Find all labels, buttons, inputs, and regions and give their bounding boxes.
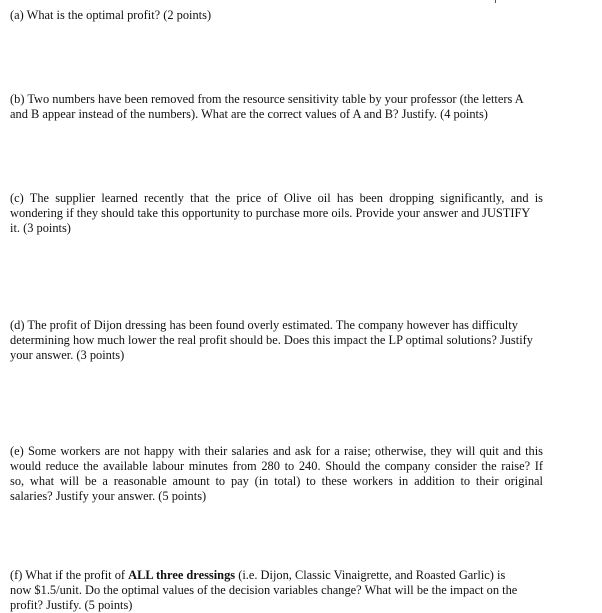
question-a bbox=[10, 8, 543, 23]
question-b bbox=[10, 92, 543, 122]
question-e-line-4: salaries? Justify your answer. (5 points) bbox=[10, 489, 207, 503]
question-e bbox=[10, 444, 543, 504]
question-f-line-1-end: (i.e. Dijon, Classic Vinaigrette, and Roasted Garlic) is bbox=[235, 568, 506, 582]
question-d bbox=[10, 318, 543, 363]
question-d-line-3: your answer. (3 points) bbox=[10, 348, 125, 362]
question-b-line-2: and B appear instead of the numbers). What are the correct values of A and B? Justify. (4 points) bbox=[10, 107, 488, 121]
question-b-line-1: (b) Two numbers have been removed from the resource sensitivity table by your professor (the letters A bbox=[10, 92, 524, 106]
question-e-line-1: (e) Some workers are not happy with their salaries and ask for a raise; otherwise, they will quit and this bbox=[10, 444, 543, 458]
question-e-line-2: would reduce the available labour minutes from 280 to 240. Should the company consider the raise? If bbox=[10, 459, 543, 473]
question-c-line-1: (c) The supplier learned recently that the price of Olive oil has been dropping significantly, and is bbox=[10, 191, 543, 205]
question-c-line-3: it. (3 points) bbox=[10, 221, 71, 235]
question-c bbox=[10, 191, 543, 236]
page-edge-mark bbox=[495, 0, 496, 3]
question-a-line-1: (a) What is the optimal profit? (2 points) bbox=[10, 8, 212, 22]
question-f-line-1-start: (f) What if the profit of bbox=[10, 568, 129, 582]
question-c-line-2: wondering if they should take this opportunity to purchase more oils. Provide your answer and JUSTIFY bbox=[10, 206, 531, 220]
question-d-line-1: (d) The profit of Dijon dressing has been found overly estimated. The company however has difficulty bbox=[10, 318, 518, 332]
question-d-line-2: determining how much lower the real profit should be. Does this impact the LP optimal solutions? Justify bbox=[10, 333, 533, 347]
question-e-line-3: so, what will be a reasonable amount to pay (in total) to these workers in addition to their original bbox=[10, 474, 543, 488]
question-f bbox=[10, 568, 543, 613]
question-f-line-2: now $1.5/unit. Do the optimal values of the decision variables change? What will be the impact on the bbox=[10, 583, 518, 597]
question-f-line-3: profit? Justify. (5 points) bbox=[10, 598, 133, 612]
question-f-line-1 bbox=[10, 568, 543, 583]
question-f-emphasis: ALL three dressings bbox=[128, 568, 236, 582]
